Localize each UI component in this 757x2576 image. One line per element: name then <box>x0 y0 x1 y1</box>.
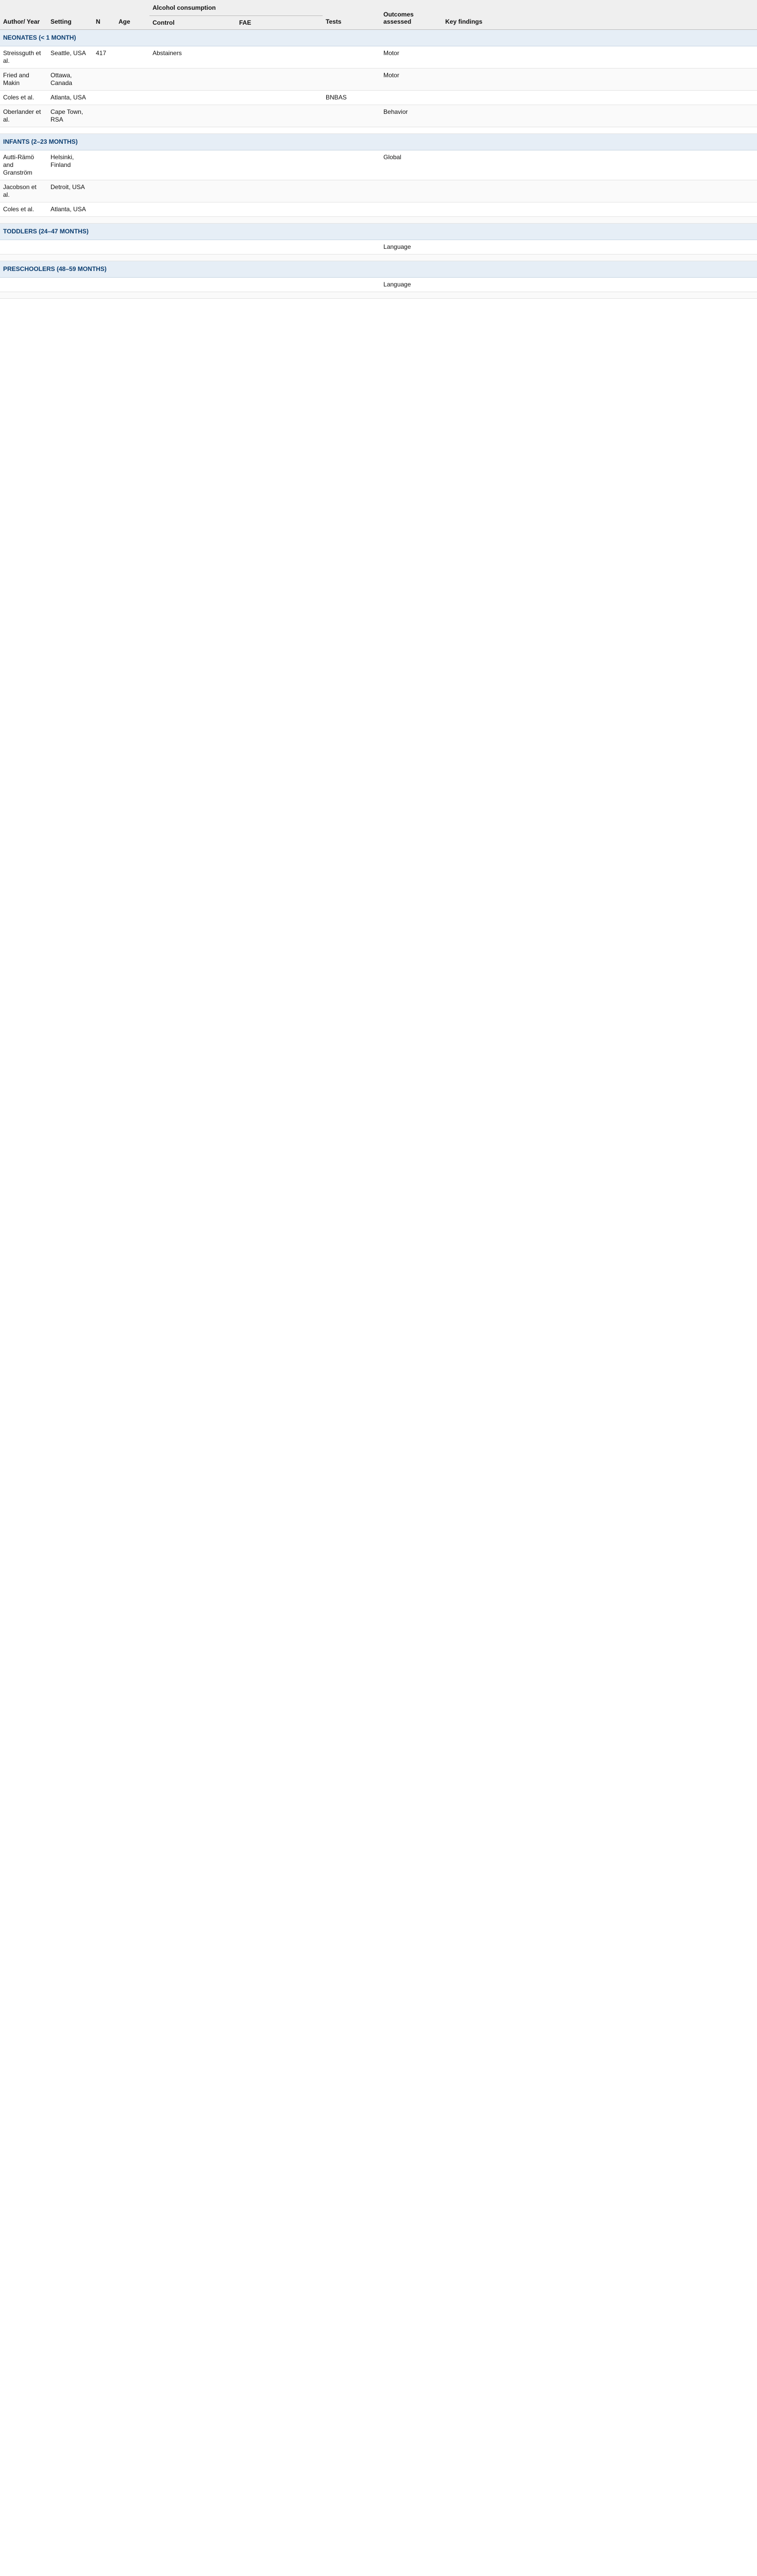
cell-key-findings <box>442 91 757 105</box>
header-control: Control <box>149 16 236 30</box>
table-row <box>0 150 757 180</box>
cell-key-findings <box>442 46 757 69</box>
cell-n <box>93 150 115 180</box>
cell-fae <box>236 278 323 292</box>
section-title: PRESCHOOLERS (48–59 MONTHS) <box>0 261 757 278</box>
cell-control <box>149 217 236 224</box>
cell-outcomes-assessed <box>380 91 442 105</box>
cell-n <box>93 180 115 202</box>
cell-setting <box>47 255 93 261</box>
cell-setting <box>47 278 93 292</box>
cell-tests <box>323 150 380 180</box>
cell-control <box>149 240 236 255</box>
cell-age <box>115 150 149 180</box>
cell-fae <box>236 105 323 127</box>
table-row <box>0 69 757 91</box>
header-key-findings: Key findings <box>442 0 757 30</box>
table-continuation-space <box>0 299 757 2576</box>
studies-table <box>0 0 757 299</box>
cell-age <box>115 255 149 261</box>
cell-tests <box>323 278 380 292</box>
cell-author-year: Autti-Rämö and Granström <box>0 150 47 180</box>
cell-tests <box>323 69 380 91</box>
cell-author-year <box>0 217 47 224</box>
cell-author-year: Coles et al. <box>0 202 47 217</box>
cell-n <box>93 69 115 91</box>
cell-age <box>115 278 149 292</box>
cell-control <box>149 255 236 261</box>
cell-control <box>149 292 236 299</box>
cell-key-findings <box>442 69 757 91</box>
cell-author-year: Jacobson et al. <box>0 180 47 202</box>
cell-tests <box>323 255 380 261</box>
table-row <box>0 127 757 134</box>
cell-fae <box>236 180 323 202</box>
cell-outcomes-assessed <box>380 180 442 202</box>
cell-age <box>115 202 149 217</box>
cell-control <box>149 180 236 202</box>
header-alcohol-consumption: Alcohol consumption <box>149 0 323 16</box>
cell-outcomes-assessed <box>380 202 442 217</box>
cell-key-findings <box>442 105 757 127</box>
cell-tests <box>323 105 380 127</box>
cell-author-year: Oberlander et al. <box>0 105 47 127</box>
cell-tests <box>323 202 380 217</box>
cell-key-findings <box>442 150 757 180</box>
section-row <box>0 224 757 240</box>
cell-setting: Atlanta, USA <box>47 202 93 217</box>
cell-fae <box>236 255 323 261</box>
cell-control <box>149 278 236 292</box>
cell-age <box>115 217 149 224</box>
cell-outcomes-assessed: Motor <box>380 69 442 91</box>
cell-control <box>149 91 236 105</box>
section-row <box>0 261 757 278</box>
cell-key-findings <box>442 180 757 202</box>
header-author-year: Author/ Year <box>0 0 47 30</box>
cell-setting: Cape Town, RSA <box>47 105 93 127</box>
cell-tests <box>323 292 380 299</box>
section-row <box>0 134 757 150</box>
cell-n <box>93 278 115 292</box>
cell-control: Abstainers <box>149 46 236 69</box>
cell-age <box>115 91 149 105</box>
cell-author-year <box>0 240 47 255</box>
cell-tests <box>323 127 380 134</box>
cell-setting: Detroit, USA <box>47 180 93 202</box>
cell-fae <box>236 46 323 69</box>
cell-setting <box>47 292 93 299</box>
cell-n <box>93 240 115 255</box>
header-setting: Setting <box>47 0 93 30</box>
cell-fae <box>236 240 323 255</box>
section-title: NEONATES (< 1 MONTH) <box>0 30 757 46</box>
cell-outcomes-assessed: Global <box>380 150 442 180</box>
cell-outcomes-assessed <box>380 217 442 224</box>
cell-setting: Atlanta, USA <box>47 91 93 105</box>
cell-n <box>93 127 115 134</box>
cell-age <box>115 69 149 91</box>
cell-fae <box>236 69 323 91</box>
cell-control <box>149 202 236 217</box>
table-row <box>0 240 757 255</box>
cell-setting <box>47 217 93 224</box>
cell-n: 417 <box>93 46 115 69</box>
cell-age <box>115 240 149 255</box>
cell-fae <box>236 292 323 299</box>
section-title: INFANTS (2–23 MONTHS) <box>0 134 757 150</box>
cell-age <box>115 105 149 127</box>
table-row <box>0 91 757 105</box>
header-outcomes-assessed: Outcomes assessed <box>380 0 442 30</box>
cell-tests <box>323 46 380 69</box>
cell-author-year: Coles et al. <box>0 91 47 105</box>
cell-author-year: Streissguth et al. <box>0 46 47 69</box>
cell-age <box>115 292 149 299</box>
cell-fae <box>236 127 323 134</box>
cell-tests <box>323 217 380 224</box>
table-row <box>0 202 757 217</box>
cell-author-year <box>0 278 47 292</box>
cell-n <box>93 255 115 261</box>
cell-control <box>149 69 236 91</box>
cell-control <box>149 105 236 127</box>
cell-fae <box>236 91 323 105</box>
cell-outcomes-assessed: Language <box>380 240 442 255</box>
header-age: Age <box>115 0 149 30</box>
cell-fae <box>236 202 323 217</box>
cell-n <box>93 91 115 105</box>
cell-author-year: Fried and Makin <box>0 69 47 91</box>
table-row <box>0 46 757 69</box>
header-fae: FAE <box>236 16 323 30</box>
cell-author-year <box>0 127 47 134</box>
cell-key-findings <box>442 202 757 217</box>
cell-n <box>93 292 115 299</box>
cell-key-findings <box>442 278 757 292</box>
cell-control <box>149 150 236 180</box>
table-header <box>0 0 757 30</box>
cell-tests <box>323 180 380 202</box>
cell-author-year <box>0 255 47 261</box>
cell-n <box>93 217 115 224</box>
cell-outcomes-assessed: Behavior <box>380 105 442 127</box>
section-title: TODDLERS (24–47 MONTHS) <box>0 224 757 240</box>
cell-key-findings <box>442 255 757 261</box>
cell-setting <box>47 240 93 255</box>
header-tests: Tests <box>323 0 380 30</box>
cell-age <box>115 127 149 134</box>
cell-age <box>115 180 149 202</box>
table-body <box>0 30 757 299</box>
cell-n <box>93 202 115 217</box>
cell-key-findings <box>442 292 757 299</box>
cell-key-findings <box>442 127 757 134</box>
table-row <box>0 292 757 299</box>
cell-setting: Ottawa, Canada <box>47 69 93 91</box>
cell-fae <box>236 150 323 180</box>
table-row <box>0 105 757 127</box>
cell-setting: Helsinki, Finland <box>47 150 93 180</box>
cell-author-year <box>0 292 47 299</box>
cell-control <box>149 127 236 134</box>
cell-outcomes-assessed <box>380 292 442 299</box>
cell-setting <box>47 127 93 134</box>
table-row <box>0 217 757 224</box>
cell-tests <box>323 240 380 255</box>
cell-key-findings <box>442 240 757 255</box>
cell-key-findings <box>442 217 757 224</box>
section-row <box>0 30 757 46</box>
cell-outcomes-assessed <box>380 255 442 261</box>
cell-outcomes-assessed: Motor <box>380 46 442 69</box>
table-row <box>0 180 757 202</box>
header-n: N <box>93 0 115 30</box>
cell-setting: Seattle, USA <box>47 46 93 69</box>
table-row <box>0 255 757 261</box>
table-row <box>0 278 757 292</box>
cell-outcomes-assessed <box>380 127 442 134</box>
cell-fae <box>236 217 323 224</box>
cell-age <box>115 46 149 69</box>
cell-n <box>93 105 115 127</box>
cell-outcomes-assessed: Language <box>380 278 442 292</box>
cell-tests: BNBAS <box>323 91 380 105</box>
